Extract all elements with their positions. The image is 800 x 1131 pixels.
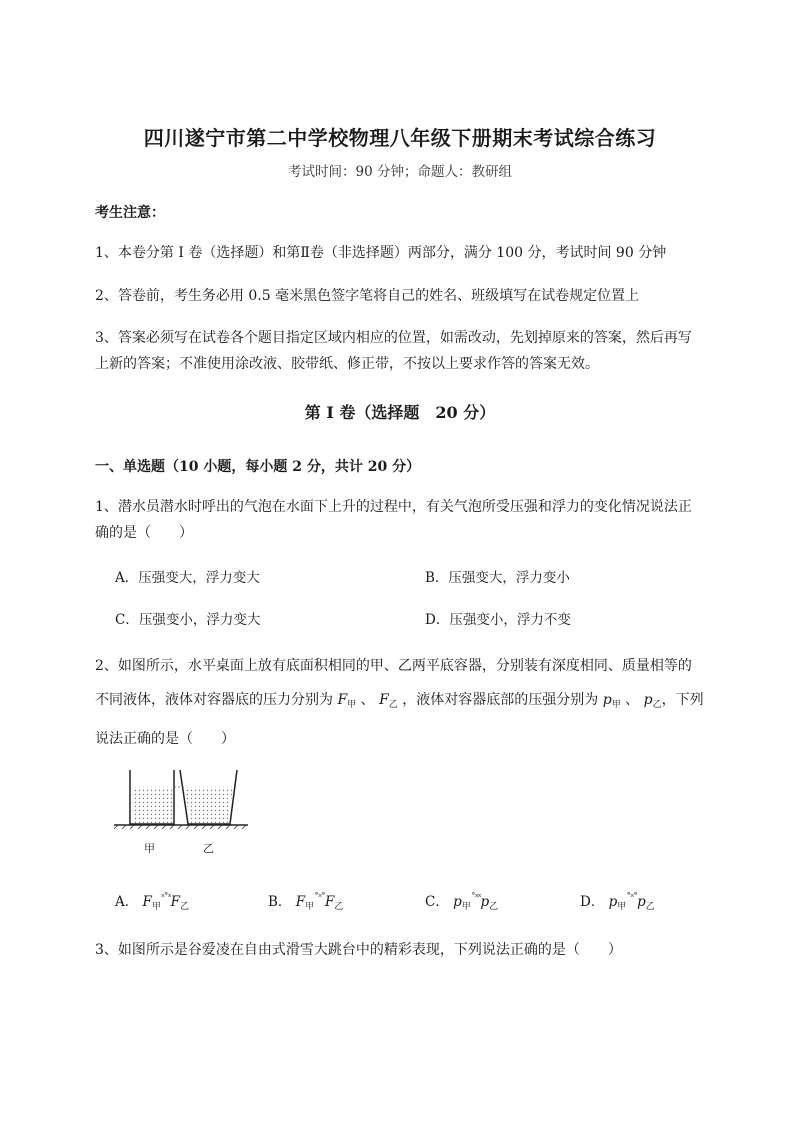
q2-sub-jia: 甲 <box>611 700 621 710</box>
q2-option-c-var: p <box>480 894 490 910</box>
q2-option-d-sub-jia: 甲 <box>617 902 627 912</box>
q2-var-p: p <box>643 692 653 708</box>
notice-item-1: 1、本卷分第 I 卷（选择题）和第Ⅱ卷（非选择题）两部分，满分 100 分，考试时间 90 分钟 <box>95 245 667 261</box>
part-heading: 一、单选题（10 小题，每小题 2 分，共计 20 分） <box>95 459 421 475</box>
notice-item-3: 3、答案必须写在试卷各个题目指定区域内相应的位置，如需改动，先划掉原来的答案，然后再写上新的答案；不准使用涂改液、胶带纸、修正带，不按以上要求作答的答案无效。 <box>95 330 692 372</box>
q2-stem-part-c: ，下列说法正确的是（ ） <box>95 692 704 747</box>
section-title: 第 I 卷（选择题 20 分） <box>304 403 496 422</box>
q2-sub-yi: 乙 <box>652 700 662 710</box>
q2-var-f: F <box>337 692 348 708</box>
q1-option-b[interactable]: B．压强变大，浮力变小 <box>425 570 570 586</box>
q2-var-f: F <box>379 692 389 708</box>
question-1-stem: 1、潜水员潜水时呼出的气泡在水面下上升的过程中，有关气泡所受压强和浮力的变化情况说法正确的是（ ） <box>95 499 692 541</box>
q2-stem-part-a: 2、如图所示，水平桌面上放有底面积相同的甲、乙两平底容器，分别装有深度相同、质量相等的不同液体，液体对容器底的压力分别为 <box>95 658 692 708</box>
q2-option-b-sub-yi: 乙 <box>334 902 344 912</box>
q2-option-c-label: C． <box>425 894 449 910</box>
q2-option-a-var: F <box>170 894 180 910</box>
document-title: 四川遂宁市第二中学校物理八年级下册期末考试综合练习 <box>143 126 657 150</box>
q2-option-b-mark: ˚˟˚ <box>314 893 325 904</box>
q2-option-a-sub-yi: 乙 <box>179 902 189 912</box>
q2-option-b-sub-jia: 甲 <box>305 902 315 912</box>
q2-separator: 、 <box>360 692 375 708</box>
liquid-yi <box>185 787 233 823</box>
q2-option-d-label: D． <box>580 894 605 910</box>
q2-option-a-label: A． <box>115 894 139 910</box>
q2-sub-jia: 甲 <box>347 700 357 710</box>
notice-heading: 考生注意： <box>95 205 165 221</box>
q2-separator: 、 <box>625 692 640 708</box>
q2-stem-part-b: ，液体对容器底部的压强分别为 <box>402 692 599 708</box>
question-2-stem <box>95 649 705 756</box>
q2-sub-yi: 乙 <box>388 700 398 710</box>
q2-option-a-mark: ˟˚˟ <box>160 893 171 904</box>
q2-option-c[interactable] <box>425 890 498 912</box>
q2-option-c-sub-yi: 乙 <box>489 902 499 912</box>
q2-option-a-var: F <box>142 894 152 910</box>
q2-option-c-mark: ˚˟˟ <box>470 893 481 904</box>
containers-figure <box>110 765 250 855</box>
exam-info: 考试时间：90 分钟；命题人：教研组 <box>288 164 512 180</box>
q1-option-c[interactable]: C．压强变小，浮力变大 <box>115 612 261 628</box>
q2-option-b[interactable] <box>268 890 343 912</box>
q1-option-a[interactable]: A．压强变大，浮力变大 <box>115 570 260 586</box>
question-3-stem: 3、如图所示是谷爱凌在自由式滑雪大跳台中的精彩表现，下列说法正确的是（ ） <box>95 942 622 958</box>
liquid-jia <box>132 787 172 823</box>
q2-option-d-sub-yi: 乙 <box>645 902 655 912</box>
q2-option-c-var: p <box>453 894 462 910</box>
q1-option-d[interactable]: D．压强变小，浮力不变 <box>425 612 571 628</box>
figure-label-yi: 乙 <box>203 842 214 855</box>
q2-option-d-mark: ˚˟˚ <box>626 893 638 904</box>
figure-label-jia: 甲 <box>144 842 155 855</box>
q2-option-d-var: p <box>637 894 646 910</box>
q2-option-b-label: B． <box>268 894 292 910</box>
q2-option-c-sub-jia: 甲 <box>461 902 471 912</box>
q2-option-d-var: p <box>608 894 618 910</box>
notice-item-2: 2、答卷前，考生务必用 0.5 毫米黑色签字笔将自己的姓名、班级填写在试卷规定位置上 <box>95 288 640 304</box>
q2-option-b-var: F <box>295 894 306 910</box>
q2-option-d[interactable] <box>580 890 655 912</box>
q2-option-b-var: F <box>324 894 335 910</box>
q2-option-a-sub-jia: 甲 <box>151 902 161 912</box>
q2-option-a[interactable] <box>115 890 189 912</box>
q2-var-p: p <box>602 692 612 708</box>
